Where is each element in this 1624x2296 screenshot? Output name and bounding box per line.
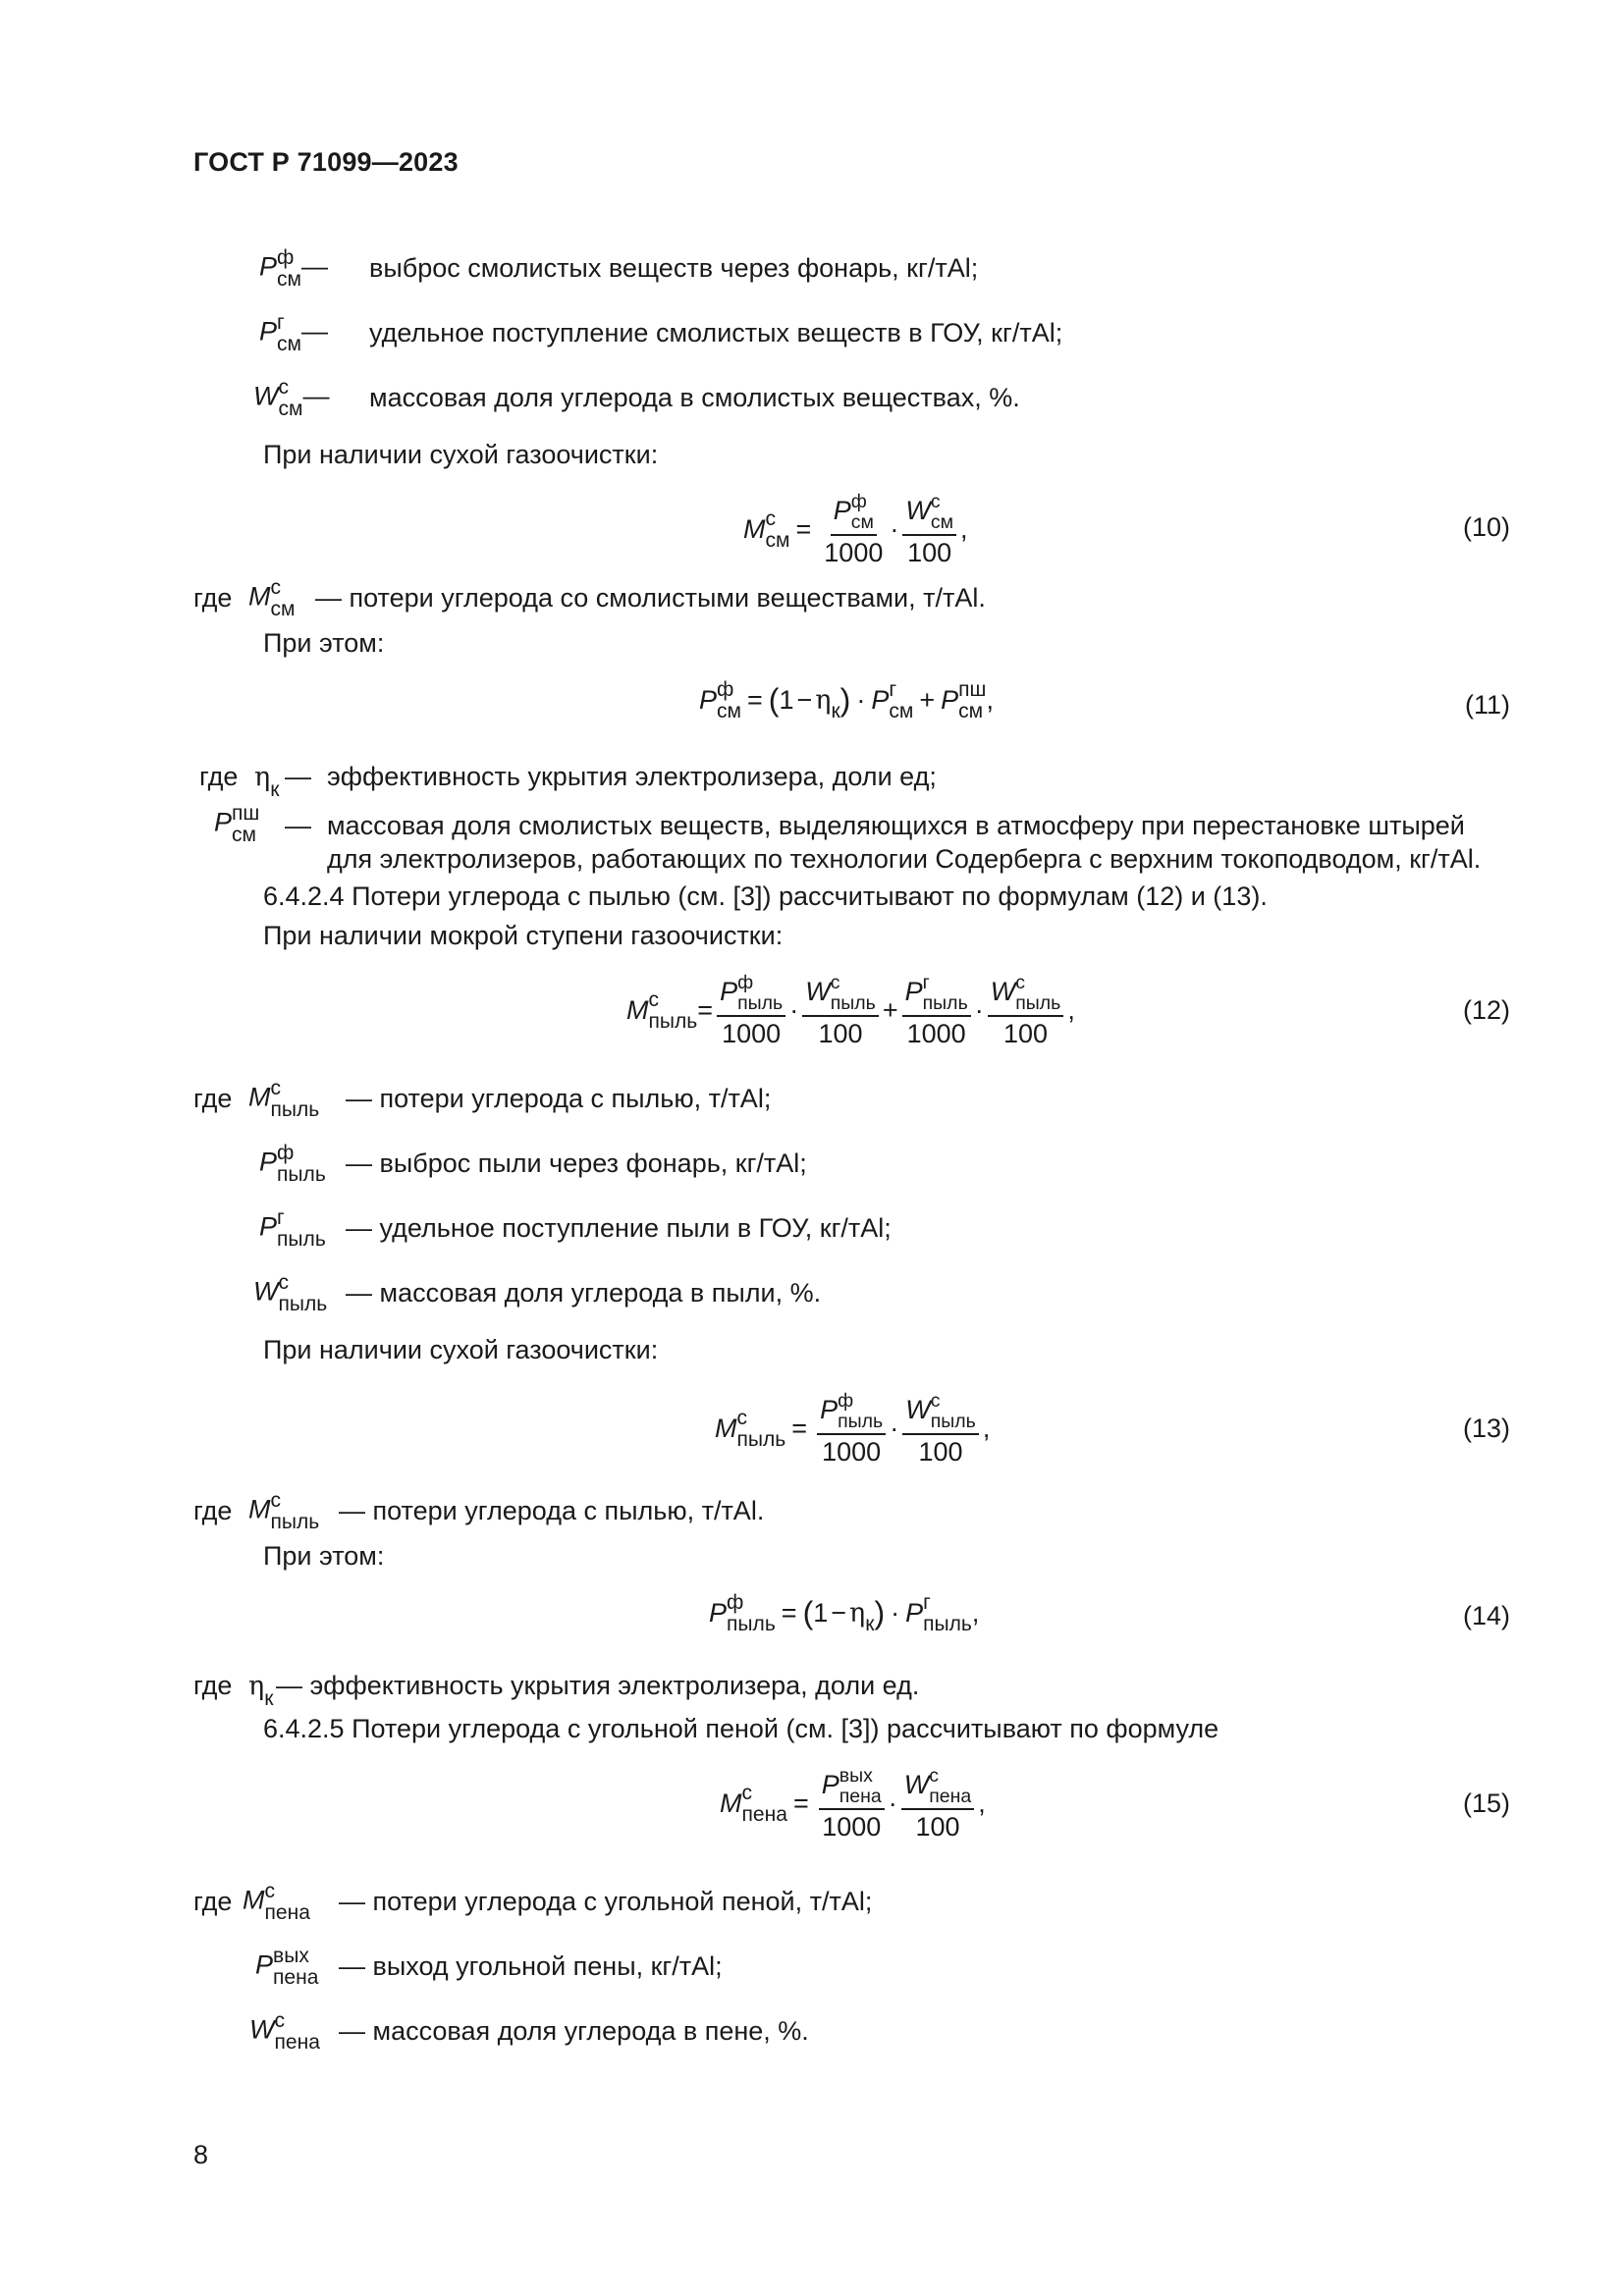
document-header: ГОСТ Р 71099—2023 xyxy=(193,147,459,177)
formula-10: M с см = P ф см 1000 · W с см 100 , xyxy=(743,491,968,567)
definition-text: удельное поступление пыли в ГОУ, кг/тAl; xyxy=(379,1213,892,1243)
definition-text: потери углерода с пылью, т/тAl; xyxy=(379,1084,772,1113)
definition-text: массовая доля углерода в пене, %. xyxy=(372,2016,809,2046)
definition-text: выброс смолистых веществ через фонарь, кг/тAl; xyxy=(369,253,979,283)
definition-text: эффективность укрытия электролизера, доли ед. xyxy=(309,1671,920,1700)
definition-text: потери углерода с пылью, т/тAl. xyxy=(372,1496,765,1525)
definition-text: удельное поступление смолистых веществ в ГОУ, кг/тAl; xyxy=(369,318,1063,347)
definition-text: выход угольной пены, кг/тAl; xyxy=(372,1951,723,1981)
formula-11: P ф см = ( 1 − η к ) · P г см + P пш см , xyxy=(699,678,994,723)
symbol: M с см xyxy=(248,576,296,621)
symbol: P г пыль xyxy=(259,1206,326,1252)
symbol: P ф пыль xyxy=(259,1142,326,1187)
page-number: 8 xyxy=(193,2140,209,2169)
paragraph: При наличии сухой газоочистки: xyxy=(263,1335,659,1364)
symbol: W с пыль xyxy=(253,1271,328,1316)
definition-text: для электролизеров, работающих по технологии Содерберга с верхним токоподводом, кг/тAl. xyxy=(327,844,1482,874)
equation-number: (10) xyxy=(1462,512,1510,542)
equation-number: (12) xyxy=(1462,995,1510,1025)
symbol: W с см — xyxy=(253,376,330,421)
paragraph: При этом: xyxy=(263,1541,385,1571)
equation-number: (15) xyxy=(1462,1789,1510,1818)
symbol: P вых пена xyxy=(255,1945,319,1990)
definition-text: потери углерода с угольной пеной, т/тAl; xyxy=(372,1887,873,1916)
symbol: P пш см xyxy=(214,802,260,847)
symbol: M с пыль xyxy=(248,1077,320,1122)
equation-number: (13) xyxy=(1462,1414,1510,1443)
clause: 6.4.2.5 Потери углерода с угольной пеной (см. [3]) рассчитывают по формуле xyxy=(263,1714,1219,1743)
paragraph: При этом: xyxy=(263,628,385,658)
definition-text: массовая доля углерода в смолистых веществах, %. xyxy=(369,383,1020,412)
paragraph: При наличии мокрой ступени газоочистки: xyxy=(263,921,784,950)
definition-text: выброс пыли через фонарь, кг/тAl; xyxy=(379,1148,807,1178)
definition-text: эффективность укрытия электролизера, доли ед; xyxy=(327,762,937,791)
symbol: P ф см — xyxy=(259,246,329,292)
formula-14: P ф пыль = ( 1 − η к ) · P г пыль , xyxy=(709,1591,980,1636)
symbol: M с пыль xyxy=(248,1489,320,1534)
symbol: η к xyxy=(254,762,280,802)
definition-text: массовая доля смолистых веществ, выделяющихся в атмосферу при перестановке штырей xyxy=(327,811,1465,840)
equation-number: (11) xyxy=(1464,690,1510,720)
symbol: η к xyxy=(248,1671,274,1711)
paragraph: При наличии сухой газоочистки: xyxy=(263,440,659,469)
formula-13: M с пыль = P ф пыль 1000 · W с пыль 100 , xyxy=(715,1390,991,1467)
symbol: P г см — xyxy=(259,311,329,356)
formula-12: M с пыль = P ф пыль 1000 · W с пыль 100 + P г пыль 1000 · W с пыль 100 , xyxy=(626,972,1075,1048)
definition-text: массовая доля углерода в пыли, %. xyxy=(379,1278,822,1308)
clause: 6.4.2.4 Потери углерода с пылью (см. [3]) рассчитывают по формулам (12) и (13). xyxy=(263,881,1268,911)
symbol: W с пена xyxy=(249,2009,320,2055)
equation-number: (14) xyxy=(1462,1601,1510,1630)
formula-15: M с пена = P вых пена 1000 · W с пена 100 , xyxy=(720,1765,986,1842)
definition-text: потери углерода со смолистыми веществами, т/тAl. xyxy=(349,583,986,613)
symbol: M с пена xyxy=(243,1880,310,1925)
